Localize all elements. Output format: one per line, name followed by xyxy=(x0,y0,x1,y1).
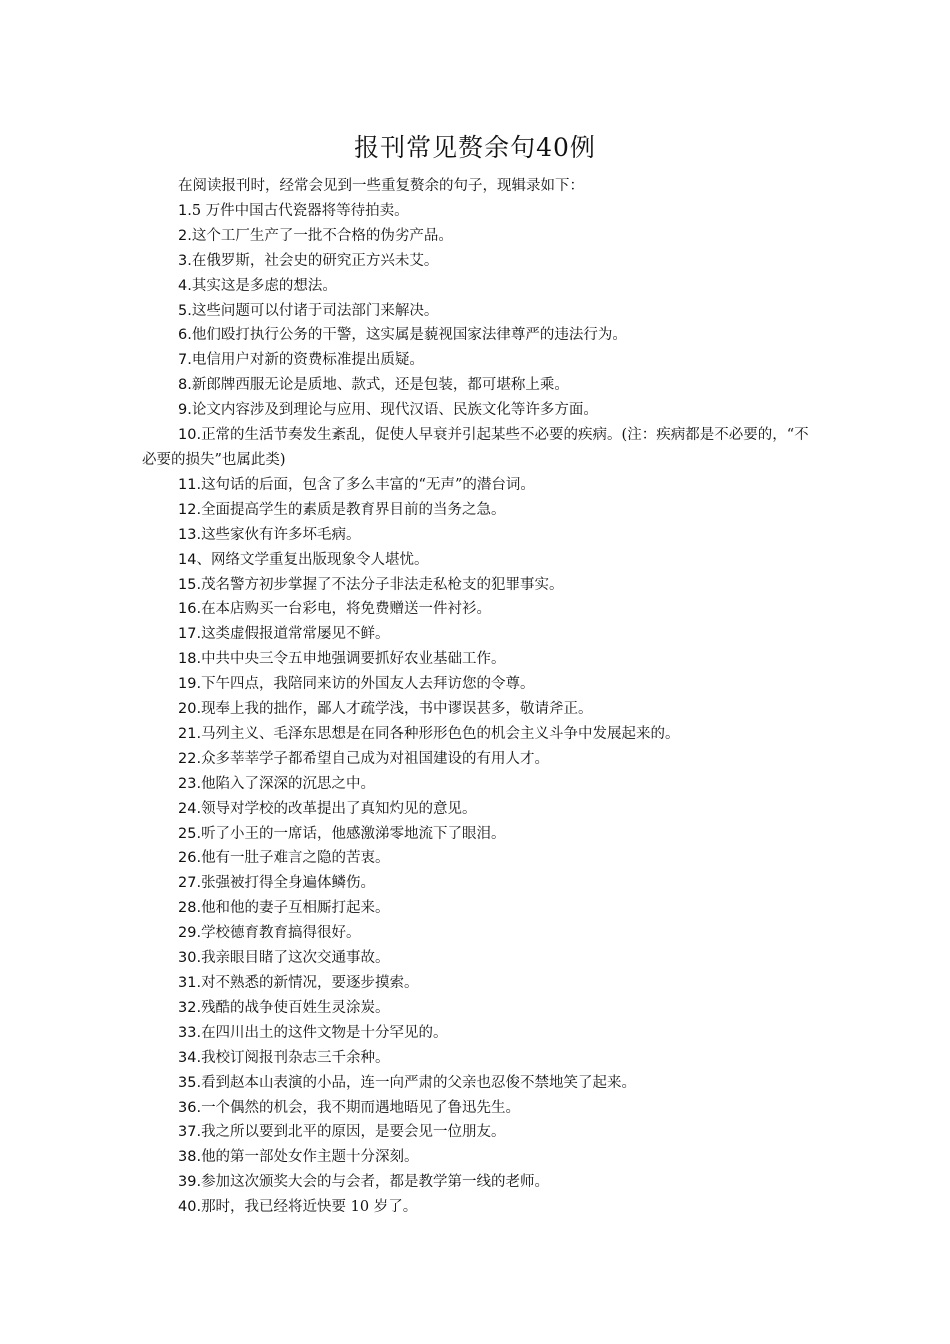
sentence-number: 11. xyxy=(178,476,202,493)
sentence-text: 残酷的战争使百姓生灵涂炭。 xyxy=(201,999,390,1016)
sentence-number: 9. xyxy=(178,402,192,419)
sentence-number: 24. xyxy=(178,800,202,817)
sentence-item xyxy=(142,274,810,299)
sentence-text: 茂名警方初步掌握了不法分子非法走私枪支的犯罪事实。 xyxy=(201,576,564,593)
sentence-text: 在本店购买一台彩电，将免费赠送一件衬衫。 xyxy=(201,601,492,618)
sentence-item xyxy=(142,498,810,523)
sentence-number: 23. xyxy=(178,775,202,792)
sentence-number: 33. xyxy=(178,1024,202,1041)
sentence-number: 21. xyxy=(178,725,202,742)
sentence-number: 34. xyxy=(178,1049,202,1066)
sentence-item xyxy=(142,996,810,1021)
sentence-number: 6. xyxy=(178,327,192,344)
sentence-number: 29. xyxy=(178,925,202,942)
sentence-number: 7. xyxy=(178,352,192,369)
sentence-text: 他和他的妻子互相厮打起来。 xyxy=(201,900,390,917)
sentence-item xyxy=(142,971,810,996)
sentence-number: 36. xyxy=(178,1099,202,1116)
sentence-number: 19. xyxy=(178,676,202,693)
sentence-text: 正常的生活节奏发生紊乱，促使人早衰并引起某些不必要的疾病。(注：疾病都是不必要的，“不必要的损失”也属此类) xyxy=(142,427,809,468)
sentence-text: 听了小王的一席话，他感激涕零地流下了眼泪。 xyxy=(201,825,506,842)
sentence-text: 我校订阅报刊杂志三千余种。 xyxy=(201,1049,390,1066)
sentence-text: 张强被打得全身遍体鳞伤。 xyxy=(201,875,376,892)
sentence-number: 5. xyxy=(178,302,192,319)
sentence-text: 现奉上我的拙作，鄙人才疏学浅，书中谬误甚多，敬请斧正。 xyxy=(201,701,593,718)
sentence-text: 下午四点，我陪同来访的外国友人去拜访您的令尊。 xyxy=(201,676,535,693)
sentence-text: 新郎牌西服无论是质地、款式，还是包装，都可堪称上乘。 xyxy=(191,377,569,394)
sentence-text: 一个偶然的机会，我不期而遇地晤见了鲁迅先生。 xyxy=(201,1099,521,1116)
sentence-item xyxy=(142,473,810,498)
sentence-text: 全面提高学生的素质是教育界目前的当务之急。 xyxy=(201,501,506,518)
sentence-item xyxy=(142,1170,810,1195)
sentence-number: 35. xyxy=(178,1074,202,1091)
sentence-number: 38. xyxy=(178,1149,202,1166)
sentence-number: 27. xyxy=(178,875,202,892)
intro-paragraph: 在阅读报刊时，经常会见到一些重复赘余的句子，现辑录如下： xyxy=(178,178,584,194)
sentence-text: 他们殴打执行公务的干警，这实属是藐视国家法律尊严的违法行为。 xyxy=(191,327,627,344)
sentence-number: 12. xyxy=(178,501,202,518)
sentence-text: 众多莘莘学子都希望自己成为对祖国建设的有用人才。 xyxy=(201,750,550,767)
sentence-item xyxy=(142,1195,810,1220)
sentence-number: 31. xyxy=(178,975,202,991)
sentence-number: 17. xyxy=(178,626,202,643)
sentence-item xyxy=(142,548,810,573)
document-body xyxy=(142,174,810,1220)
sentence-text: 他陷入了深深的沉思之中。 xyxy=(201,775,376,792)
sentence-item xyxy=(142,672,810,697)
sentence-text: 论文内容涉及到理论与应用、现代汉语、民族文化等许多方面。 xyxy=(191,402,598,419)
sentence-text: 参加这次颁奖大会的与会者，都是教学第一线的老师。 xyxy=(201,1174,550,1191)
sentence-item xyxy=(142,523,810,548)
sentence-text: 这些问题可以付诸于司法部门来解决。 xyxy=(191,302,439,319)
sentence-number: 22. xyxy=(178,750,202,767)
sentence-number: 10. xyxy=(178,427,202,444)
sentence-number: 26. xyxy=(178,850,202,867)
sentence-text: 其实这是多虑的想法。 xyxy=(191,277,337,294)
sentence-item xyxy=(142,348,810,373)
sentence-item xyxy=(142,647,810,672)
sentence-number: 1. xyxy=(178,202,192,219)
sentence-number: 32. xyxy=(178,999,202,1016)
sentence-item xyxy=(142,597,810,622)
sentence-text: 这些家伙有许多坏毛病。 xyxy=(201,526,361,543)
sentence-number: 8. xyxy=(178,377,192,394)
sentence-number: 14、 xyxy=(178,551,211,568)
sentence-text: 电信用户对新的资费标准提出质疑。 xyxy=(191,352,424,369)
sentence-item xyxy=(142,373,810,398)
sentence-item xyxy=(142,199,810,224)
sentence-item xyxy=(142,1096,810,1121)
sentence-text: 这类虚假报道常常屡见不鲜。 xyxy=(201,626,390,643)
sentence-item xyxy=(142,772,810,797)
sentence-text: 在俄罗斯，社会史的研究正方兴未艾。 xyxy=(191,252,439,269)
sentence-text: 我之所以要到北平的原因，是要会见一位朋友。 xyxy=(201,1124,506,1141)
sentence-text: 我亲眼目睹了这次交通事故。 xyxy=(201,950,390,967)
sentence-text: 他的第一部处女作主题十分深刻。 xyxy=(201,1149,419,1166)
sentence-text: 学校德育教育搞得很好。 xyxy=(201,925,361,942)
document-title: 报刊常见赘余句40例 xyxy=(354,133,596,162)
sentence-text: 对不熟悉的新情况，要逐步摸索。 xyxy=(201,975,419,991)
sentence-item xyxy=(142,871,810,896)
sentence-number: 37. xyxy=(178,1124,202,1141)
sentence-text: 马列主义、毛泽东思想是在同各种形形色色的机会主义斗争中发展起来的。 xyxy=(201,725,680,742)
sentence-item xyxy=(142,1021,810,1046)
sentence-number: 2. xyxy=(178,227,192,244)
sentence-number: 25. xyxy=(178,825,202,842)
sentence-item xyxy=(142,423,810,473)
sentence-item xyxy=(142,822,810,847)
sentence-number: 13. xyxy=(178,526,202,543)
sentence-item xyxy=(142,747,810,772)
sentence-number: 39. xyxy=(178,1174,202,1191)
sentence-text: 这个工厂生产了一批不合格的伪劣产品。 xyxy=(191,227,453,244)
sentence-item xyxy=(142,797,810,822)
sentence-text: 那时，我已经将近快要 10 岁了。 xyxy=(201,1199,418,1216)
sentence-text: 网络文学重复出版现象令人堪忧。 xyxy=(210,551,429,568)
sentence-item xyxy=(142,1071,810,1096)
sentence-item xyxy=(142,1046,810,1071)
sentence-number: 40. xyxy=(178,1199,202,1216)
sentence-item xyxy=(142,921,810,946)
sentence-item xyxy=(142,1145,810,1170)
sentence-number: 18. xyxy=(178,651,202,668)
sentence-item xyxy=(142,697,810,722)
sentence-item xyxy=(142,249,810,274)
sentence-item xyxy=(142,896,810,921)
sentence-text: 他有一肚子难言之隐的苦衷。 xyxy=(201,850,390,867)
sentence-number: 15. xyxy=(178,576,202,593)
sentence-text: 中共中央三令五申地强调要抓好农业基础工作。 xyxy=(201,651,506,668)
sentence-number: 16. xyxy=(178,601,202,618)
sentence-item xyxy=(142,398,810,423)
sentence-number: 28. xyxy=(178,900,202,917)
sentence-number: 20. xyxy=(178,701,202,718)
sentence-item xyxy=(142,722,810,747)
sentence-item xyxy=(142,1120,810,1145)
sentence-item xyxy=(142,573,810,598)
sentence-number: 30. xyxy=(178,950,202,967)
sentence-text: 在四川出土的这件文物是十分罕见的。 xyxy=(201,1024,448,1041)
sentence-number: 4. xyxy=(178,277,192,294)
sentence-text: 领导对学校的改革提出了真知灼见的意见。 xyxy=(201,800,477,817)
sentence-number: 3. xyxy=(178,252,192,269)
sentence-item xyxy=(142,946,810,971)
sentence-item xyxy=(142,299,810,324)
sentence-item xyxy=(142,846,810,871)
sentence-item xyxy=(142,622,810,647)
sentence-text: 这句话的后面，包含了多么丰富的“无声”的潜台词。 xyxy=(201,476,535,493)
sentence-text: 5 万件中国古代瓷器将等待拍卖。 xyxy=(191,202,409,219)
sentence-item xyxy=(142,224,810,249)
sentence-text: 看到赵本山表演的小品，连一向严肃的父亲也忍俊不禁地笑了起来。 xyxy=(201,1074,637,1091)
sentence-item xyxy=(142,323,810,348)
